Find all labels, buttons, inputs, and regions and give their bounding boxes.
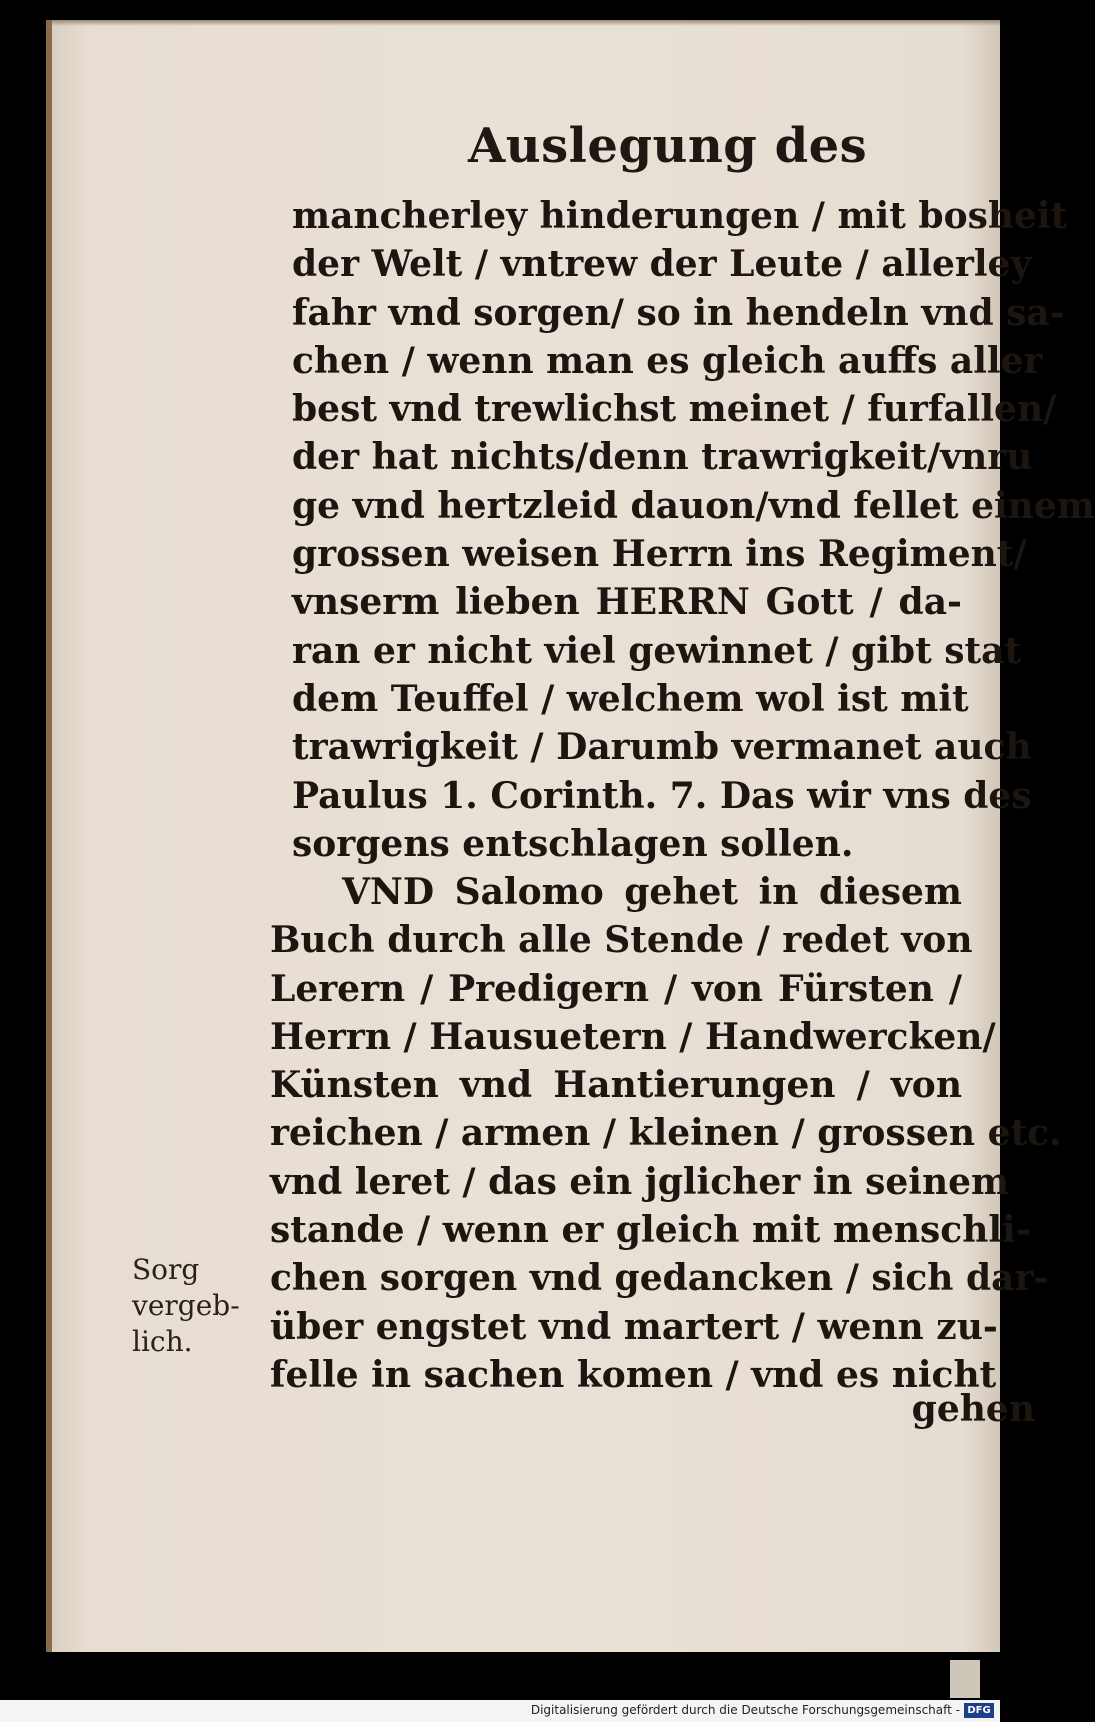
running-head: Auslegung des xyxy=(468,118,868,174)
text-line: felle in sachen komen / vnd es nicht xyxy=(270,1353,997,1396)
marginal-line: Sorg xyxy=(132,1253,200,1286)
text-line: ge vnd hertzleid dauon/vnd fellet einem xyxy=(292,484,1095,527)
page-corner xyxy=(950,1660,980,1698)
page-edge-shadow xyxy=(52,20,1000,26)
marginal-line: lich. xyxy=(132,1325,193,1358)
text-line: über engstet vnd martert / wenn zu- xyxy=(270,1305,998,1348)
paragraph-2 xyxy=(270,868,1062,1399)
text-line: dem Teuffel / welchem wol ist mit xyxy=(292,677,969,720)
text-line: Lerern / Predigern / von Fürsten / xyxy=(270,967,962,1010)
text-line: grossen weisen Herrn ins Regiment/ xyxy=(292,533,1027,576)
text-line: chen / wenn man es gleich auffs aller xyxy=(292,339,1043,382)
text-line: der hat nichts/denn trawrigkeit/vnru xyxy=(292,436,1033,479)
funding-credit: Digitalisierung gefördert durch die Deutsche Forschungsgemeinschaft - xyxy=(530,1703,960,1717)
dfg-logo: DFG xyxy=(964,1703,994,1718)
text-line: Künsten vnd Hantierungen / von xyxy=(270,1064,962,1107)
text-line: reichen / armen / kleinen / grossen etc. xyxy=(270,1112,1062,1155)
marginal-line: vergeb- xyxy=(132,1289,240,1322)
text-line: best vnd trewlichst meinet / furfallen/ xyxy=(292,388,1057,431)
text-line: VND Salomo gehet in diesem xyxy=(342,871,962,913)
text-line: Herrn / Hausuetern / Handwercken/ xyxy=(270,1015,996,1058)
marginal-note xyxy=(132,1252,240,1360)
text-line: trawrigkeit / Darumb vermanet auch xyxy=(292,726,1032,769)
text-line: Paulus 1. Corinth. 7. Das wir vns des xyxy=(292,774,1032,817)
text-line: fahr vnd sorgen/ so in hendeln vnd sa- xyxy=(292,291,1065,334)
text-line: der Welt / vntrew der Leute / allerley xyxy=(292,243,1032,286)
text-line: sorgens entschlagen sollen. xyxy=(292,822,854,865)
catchword: gehen xyxy=(911,1388,1035,1430)
text-line: chen sorgen vnd gedancken / sich dar- xyxy=(270,1257,1049,1300)
text-line: vnd leret / das ein jglicher in seinem xyxy=(270,1160,1010,1203)
text-line: stande / wenn er gleich mit menschli- xyxy=(270,1209,1031,1252)
text-line: mancherley hinderungen / mit bosheit xyxy=(292,195,1068,237)
text-line: Buch durch alle Stende / redet von xyxy=(270,919,973,962)
paragraph-1 xyxy=(292,192,1095,868)
footer-bar xyxy=(0,1700,1000,1722)
text-line: ran er nicht viel gewinnet / gibt stat xyxy=(292,629,1022,672)
text-line: vnserm lieben HERRN Gott / da- xyxy=(292,581,962,624)
